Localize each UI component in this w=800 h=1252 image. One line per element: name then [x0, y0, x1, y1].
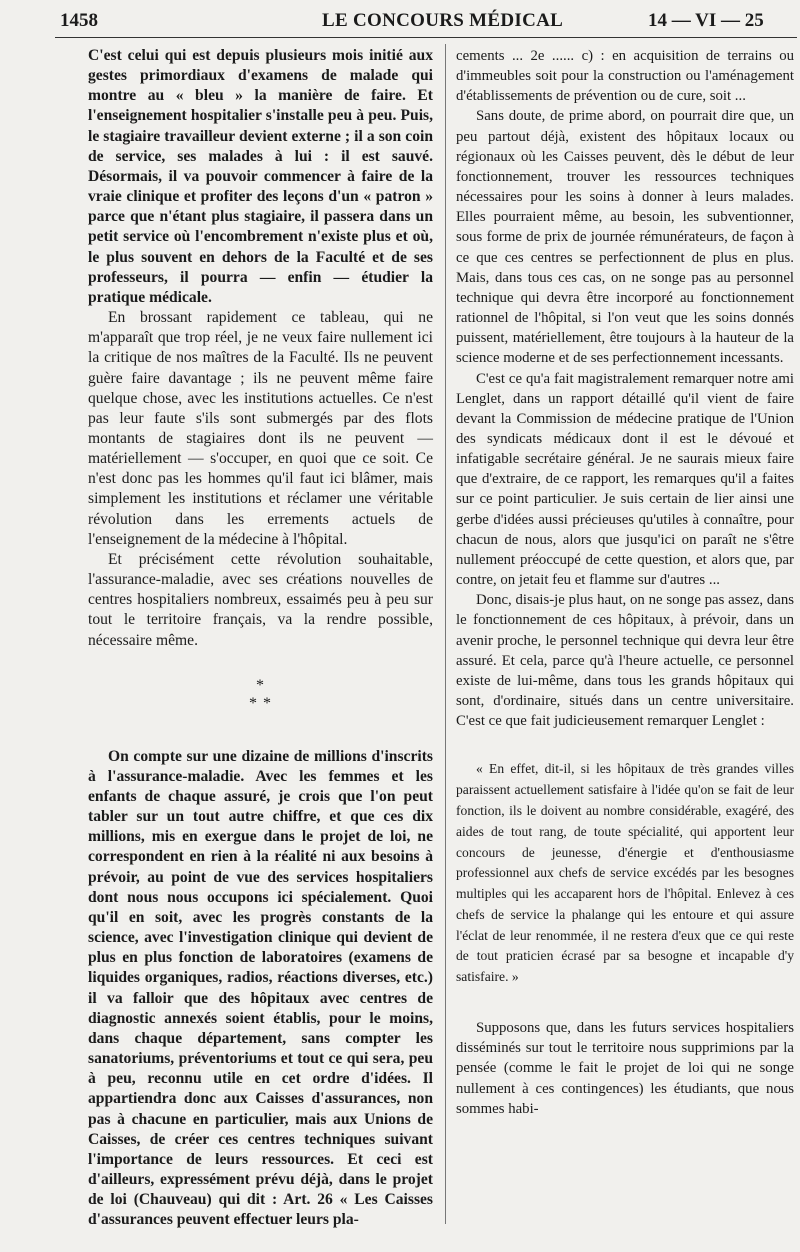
right-paragraph-3: C'est ce qu'a fait magistralement remarquer notre ami Lenglet, dans un rapport détaillé qu'il vient de faire devant la Commission de médecine pratique de l'Union des syndicats médicaux dont il est le dévoué et infatigable secrétaire général. Je ne saurais mieux faire que d'extraire, de ce rapport, les remarques qu'il a faites sur ce point particulier. Je suis certain de lier ainsi une gerbe d'idées aussi précieuses qu'utiles à connaître, pour chacun de nous, alors que jusqu'ici on paraît ne s'être nullement préoccupé de cette question, et alors que, par contre, on jetait feu et flamme sur d'autres ...: [456, 370, 794, 589]
right-paragraph-2: Sans doute, de prime abord, on pourrait dire que, un peu partout déjà, existent des hôpitaux locaux ou régionaux où les Caisses peuvent, dès le début de leur fonctionnement, trouver les ressources techniques nécessaires pour les soins à donner à leurs malades. Elles pourraient même, au besoin, les subventionner, sous forme de prix de journée rémunérateurs, de façon à ce que ces centres se perfectionnent de plus en plus. Mais, dans tous ces cas, on ne songe pas au personnel technique qui devra être incorporé au fonctionnement rationnel de l'hôpital, si l'on veut que les soins donnés puissent, matériellement, être toujours à la hauteur de la science moderne et de ses perfectionnement incessants.: [456, 108, 794, 367]
right-column: [456, 46, 794, 1119]
left-paragraph-1: C'est celui qui est depuis plusieurs mois initié aux gestes primordiaux d'examens de malade qui montre au « bleu » la manière de faire. Et l'enseignement hospitalier s'installe peu à peu. Puis, le stagiaire travailleur devient externe ; il a son coin de service, ses malades à lui : il est sauvé. Désormais, il va pouvoir commencer à faire de la vraie clinique et profiter des leçons d'un « patron » parce que n'étant plus stagiaire, il passera dans un petit service où l'encombrement n'existe plus et où, le plus souvent en dehors de la Faculté et de ses professeurs, il pourra — enfin — étudier la pratique médicale.: [88, 47, 433, 306]
issue-date: 14 — VI — 25: [648, 10, 764, 31]
left-column: [88, 46, 433, 1230]
left-paragraph-4: On compte sur une dizaine de millions d'inscrits à l'assurance-maladie. Avec les femmes et les enfants de chaque assuré, je crois que l'on peut tabler sur un tout autre chiffre, et que ces dix millions, mis en exergue dans le projet de loi, ne correspondent en rien à la réalité ni aux besoins à prévoir, au point de vue des services hospitaliers dont nous nous occupons ici spécialement. Quoi qu'il en soit, avec les progrès constants de la science, avec l'investigation clinique qui devient de plus en plus fonction de laboratoires (examens de liquides organiques, radios, réactions diverses, etc.) il va falloir que des hôpitaux avec centres de diagnostic annexés soient établis, pour le moins, dans chaque département, sans compter les sanatoriums, préventoriums et tout ce qui sera, peu à peu, reconnu utile en cet ordre d'idées. Il appartiendra donc aux Caisses d'assurances, non pas à chacune en particulier, mais aux Unions de Caisses, de créer ces centres techniques suivant l'importance de leurs ressources. Et ceci est d'ailleurs, expressément prévu déjà, dans le projet de loi (Chauveau) qui dit : Art. 26 « Les Caisses d'assurances peuvent effectuer leurs pla-: [88, 747, 433, 1229]
header-rule: [55, 37, 797, 38]
right-paragraph-1: cements ... 2e ...... c) : en acquisition de terrains ou d'immeubles soit pour la construction ou l'aménagement d'établissements de prévention ou de cure, soit ...: [456, 48, 794, 105]
right-paragraph-4: Donc, disais-je plus haut, on ne songe pas assez, dans le fonctionnement de ces hôpitaux, à prévoir, dans un avenir proche, le personnel technique qui devra leur être assuré. Et cela, parce qu'à l'heure actuelle, ce personnel existe de lui-même, dans tous les grands hôpitaux qui sont, d'ordinaire, situés dans un centre universitaire. C'est ce que fait judicieusement remarquer Lenglet :: [456, 592, 794, 730]
lenglet-quotation: « En effet, dit-il, si les hôpitaux de très grandes villes paraissent actuellement satisfaire à l'idée qu'on se fait de leur fonction, ils le doivent au nombre considérable, exagéré, des aides de tout rang, de toute spécialité, qui apportent leur concours de jeunesse, d'énergie et d'enthousiasme professionnel aux chefs de service excédés par les besognes multiples qui les accaparent hors de l'hôpital. Enlevez à ces chefs de service la phalange qui les entoure et qui assure l'éclat de leur renommée, il ne restera d'eux que ce qui reste de tout praticien écrasé par sa besogne et incapable d'y satisfaire. »: [456, 761, 794, 985]
section-separator-asterism: * * *: [249, 676, 272, 712]
page-number: 1458: [60, 10, 98, 31]
left-paragraph-2: En brossant rapidement ce tableau, qui ne m'apparaît que trop réel, je ne veux faire nullement ici la critique de nos maîtres de la Faculté. Ils ne peuvent guère faire davantage ; ils ne peuvent même faire quelque chose, avec les institutions actuelles. Ce n'est pas leur faute s'ils sont submergés par des flots montants de stagiaires dont ils ne peuvent — matériellement — s'occuper, en quoi que ce soit. Ce n'est donc pas les hommes qu'il faut ici blâmer, mais simplement les institutions et réclamer une véritable révolution dans les errements actuels de l'enseignement de la médecine à l'hôpital.: [88, 309, 433, 548]
column-divider: [445, 44, 446, 1224]
journal-title: LE CONCOURS MÉDICAL: [322, 10, 564, 31]
page-header: [0, 6, 800, 36]
left-paragraph-3: Et précisément cette révolution souhaitable, l'assurance-maladie, avec ses créations nouvelles de centres hospitaliers nombreux, essaimés peu à peu sur tout le territoire français, va la rendre possible, nécessaire même.: [88, 550, 433, 649]
right-paragraph-5: Supposons que, dans les futurs services hospitaliers disséminés sur tout le territoire nous supprimions par la pensée (comme le fait le projet de loi qui ne songe nullement à ces contingences) les étudiants, que nous sommes habi-: [456, 1020, 794, 1117]
